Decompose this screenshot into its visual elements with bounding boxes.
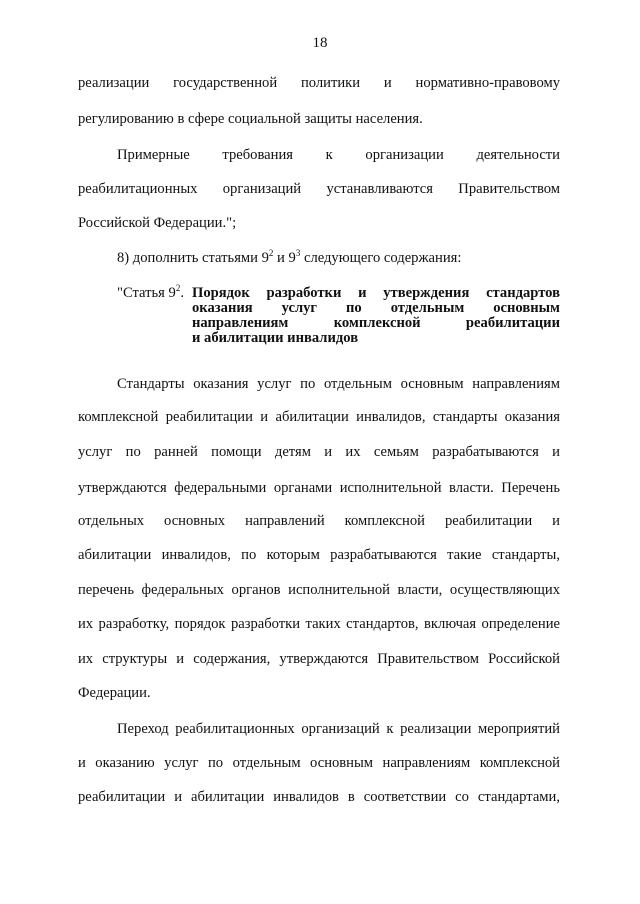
text-line: регулированию в сфере социальной защиты населения. bbox=[78, 111, 423, 127]
text-line: Стандарты оказания услуг по отдельным основным направлениям bbox=[117, 376, 560, 392]
text-line: Переход реабилитационных организаций к реализации мероприятий bbox=[117, 721, 560, 737]
text-line: перечень федеральных органов исполнительной власти, осуществляющих bbox=[78, 582, 560, 598]
article-label bbox=[117, 283, 184, 303]
article-sup: 2 bbox=[175, 283, 181, 293]
article-title-line: и абилитации инвалидов bbox=[192, 330, 359, 346]
amendment-lead: 8) дополнить статьями 9 bbox=[117, 250, 269, 266]
article-title-line: оказания услуг по отдельным основным bbox=[192, 300, 560, 316]
article-dot: . bbox=[180, 285, 185, 301]
text-line: реализации государственной политики и нормативно-правовому bbox=[78, 75, 560, 91]
text-line: реабилитации и абилитации инвалидов в соответствии со стандартами, bbox=[78, 789, 560, 805]
amendment-sup-1: 2 bbox=[268, 248, 274, 258]
article-prefix: "Статья 9 bbox=[117, 285, 176, 301]
article-title bbox=[192, 286, 560, 346]
text-line: утверждаются федеральными органами исполнительной власти. Перечень bbox=[78, 480, 560, 496]
article-title-line: Порядок разработки и утверждения стандартов bbox=[192, 285, 560, 301]
text-line: и оказанию услуг по отдельным основным направлениям комплексной bbox=[78, 755, 560, 771]
text-line: отдельных основных направлений комплексной реабилитации и bbox=[78, 513, 560, 529]
text-line: Российской Федерации."; bbox=[78, 215, 237, 231]
text-line: их структуры и содержания, утверждаются Правительством Российской bbox=[78, 651, 560, 667]
page-number: 18 bbox=[312, 35, 328, 51]
amendment-line bbox=[117, 248, 560, 268]
text-line: их разработку, порядок разработки таких стандартов, включая определение bbox=[78, 616, 560, 632]
amendment-tail: следующего содержания: bbox=[300, 250, 462, 266]
text-line: Федерации. bbox=[78, 685, 151, 701]
text-line: абилитации инвалидов, по которым разрабатываются такие стандарты, bbox=[78, 547, 560, 563]
text-line: реабилитационных организаций устанавливаются Правительством bbox=[78, 181, 560, 197]
text-line: комплексной реабилитации и абилитации инвалидов, стандарты оказания bbox=[78, 409, 560, 425]
amendment-mid: и 9 bbox=[273, 250, 296, 266]
article-title-line: направлениям комплексной реабилитации bbox=[192, 315, 560, 331]
text-line: Примерные требования к организации деятельности bbox=[117, 147, 560, 163]
text-line: услуг по ранней помощи детям и их семьям разрабатываются и bbox=[78, 444, 560, 460]
amendment-sup-2: 3 bbox=[295, 248, 301, 258]
